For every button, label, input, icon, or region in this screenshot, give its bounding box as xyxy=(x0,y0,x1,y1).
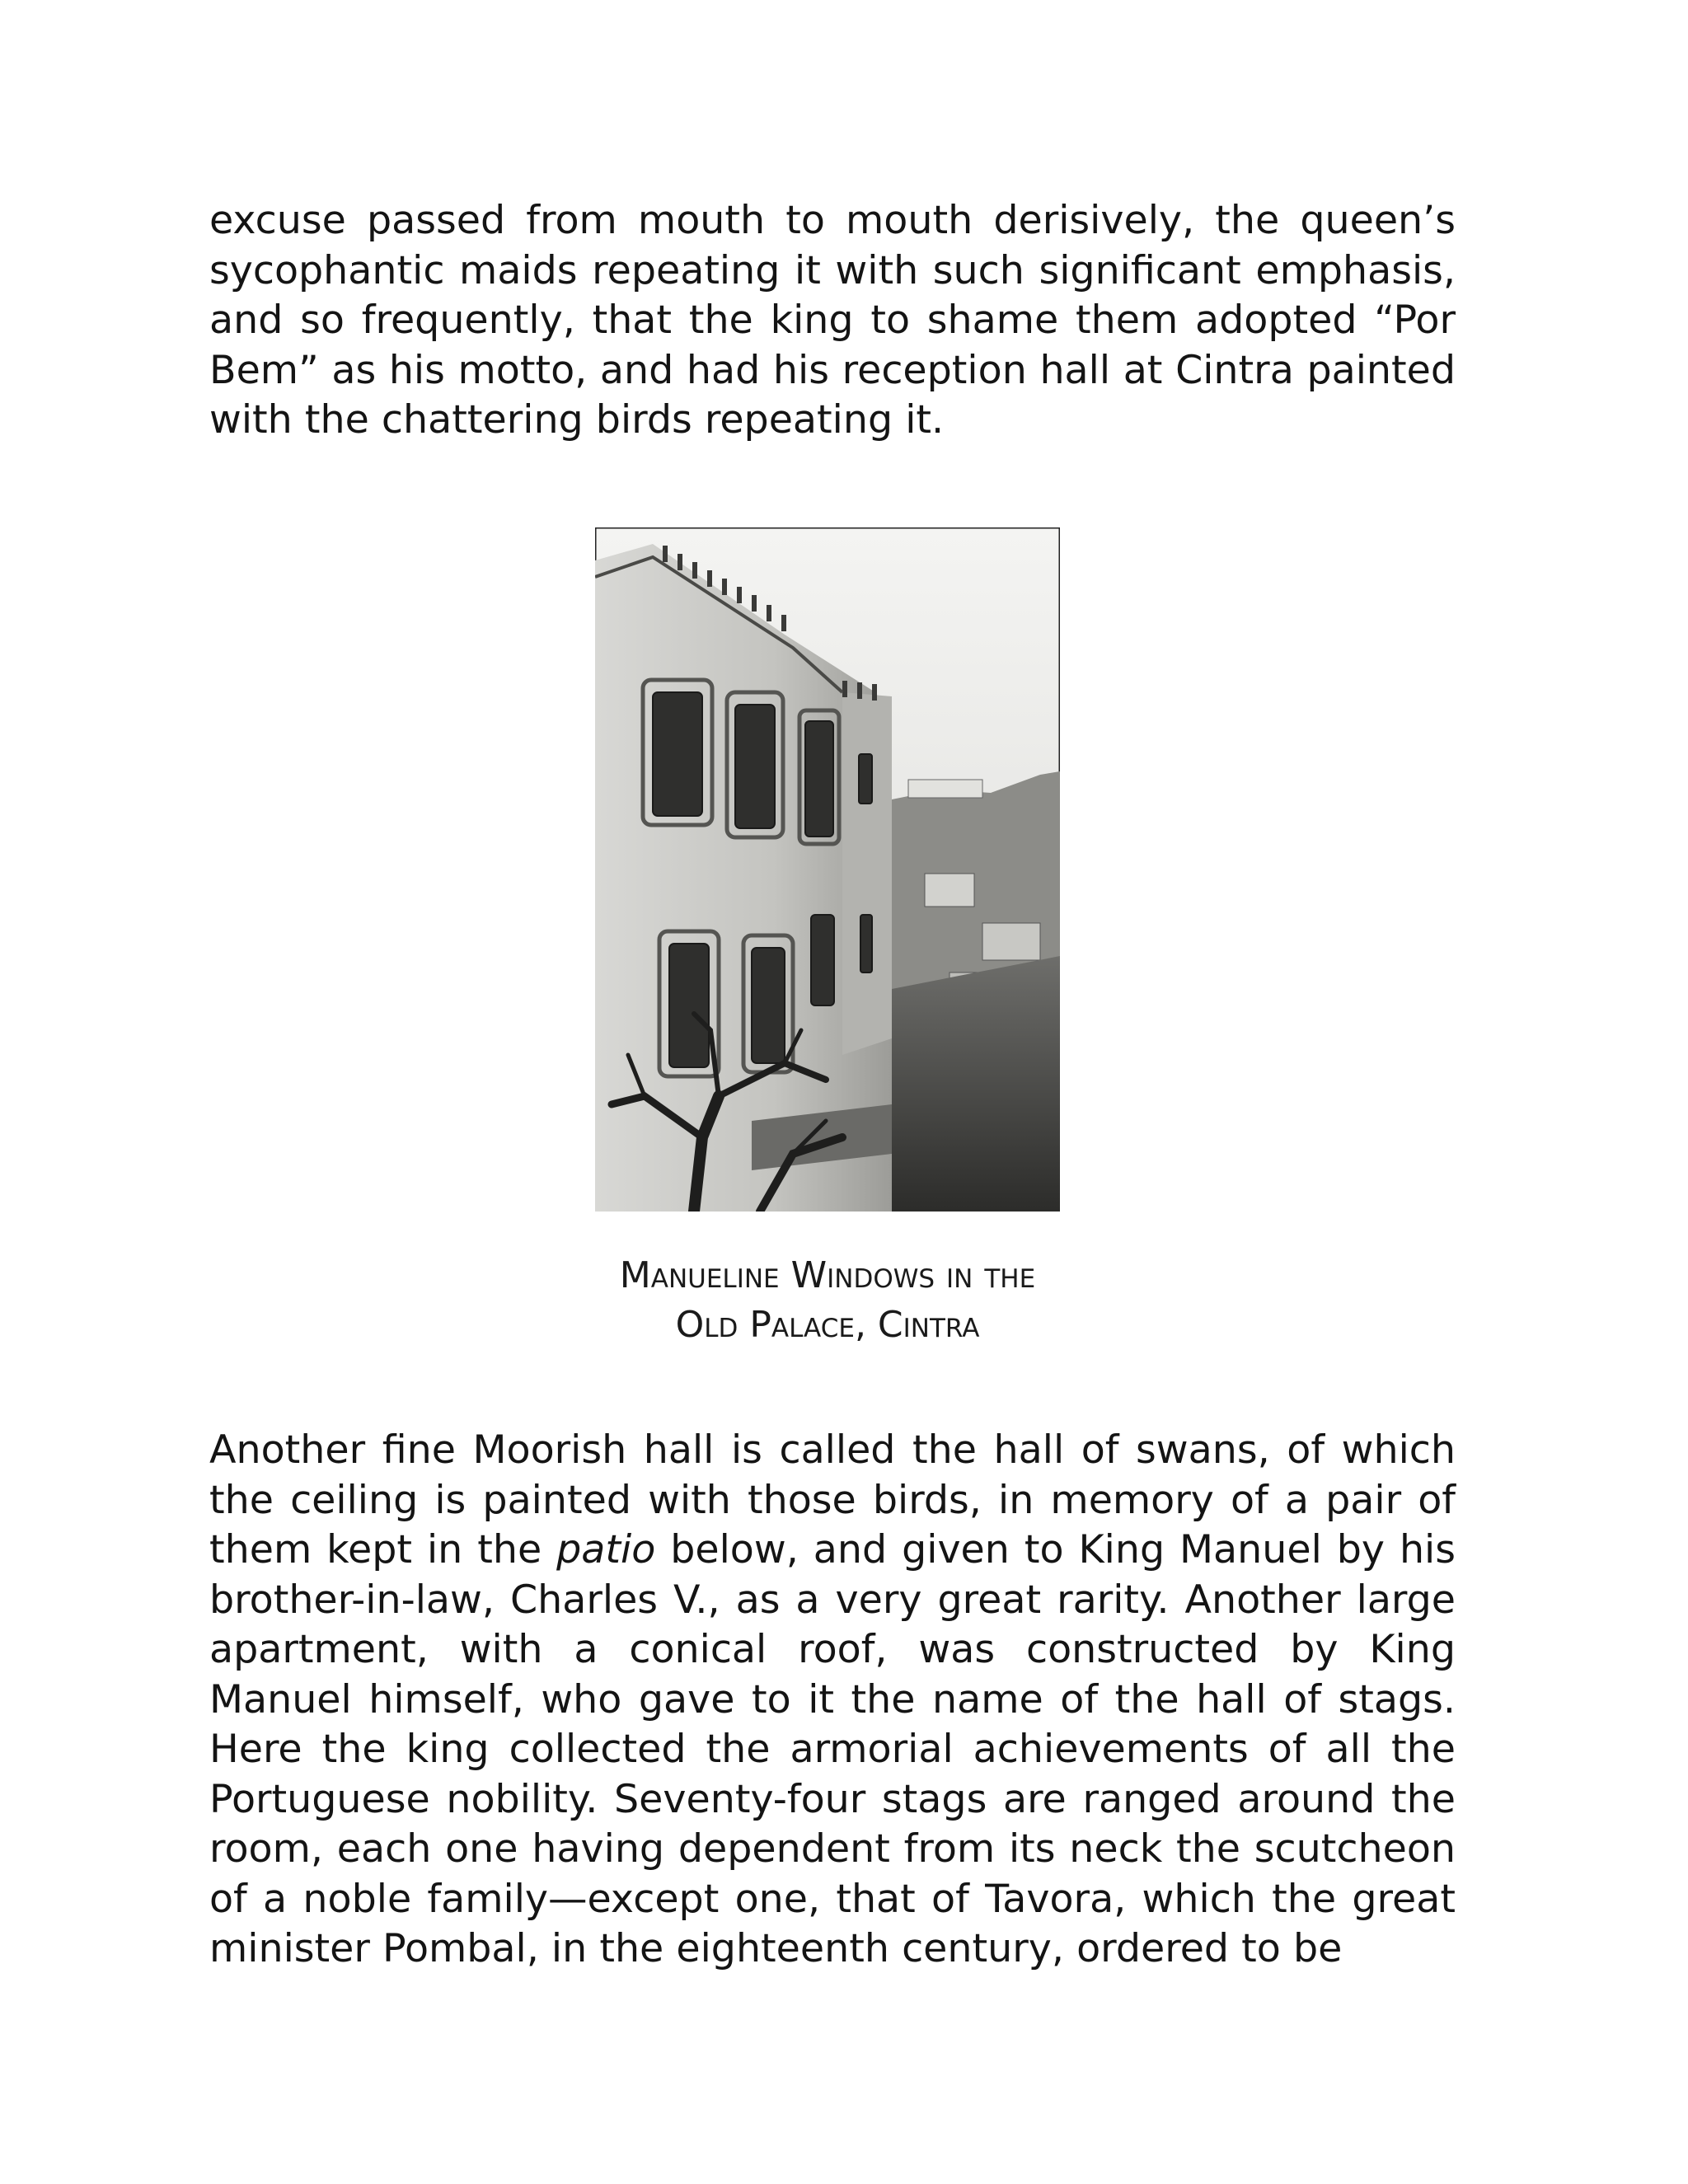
palace-photograph-illustration xyxy=(595,527,1060,1212)
palace-photograph xyxy=(595,527,1060,1212)
body-paragraph-top xyxy=(209,196,1456,446)
caption-line-1: Manueline Windows in the xyxy=(619,1254,1036,1296)
paragraph-text-start: Another fine Moorish hall is called the hall of swans, of which the ceiling is painted with those birds, in memory of a pair of them kept in the xyxy=(209,1427,1456,1572)
paragraph-text-end: below, and given to King Manuel by his brother-in-law, Charles V., as a very great rarity. Another large apartment, with a conical roof, was constructed by King Manuel himself, who gave to it the name of the hall of stags. Here the king collected the armorial achievements of all the Portuguese nobility. Seventy-four stags are ranged around the room, each one having dependent from its neck the scutcheon of a noble family—except one, that of Tavora, which the great minister Pombal, in the eighteenth century, ordered to be xyxy=(209,1527,1456,1971)
italic-word-patio: patio xyxy=(556,1527,656,1572)
caption-line-2: Old Palace, Cintra xyxy=(675,1304,980,1346)
figure-caption xyxy=(457,1251,1198,1350)
paragraph-text: excuse passed from mouth to mouth derisively, the queen’s sycophantic maids repeating it with such significant emphasis, and so frequently, that the king to shame them adopted “Por Bem” as his motto, and had his reception hall at Cintra painted with the chattering birds repeating it. xyxy=(209,198,1456,443)
body-paragraph-bottom xyxy=(209,1426,1456,1975)
